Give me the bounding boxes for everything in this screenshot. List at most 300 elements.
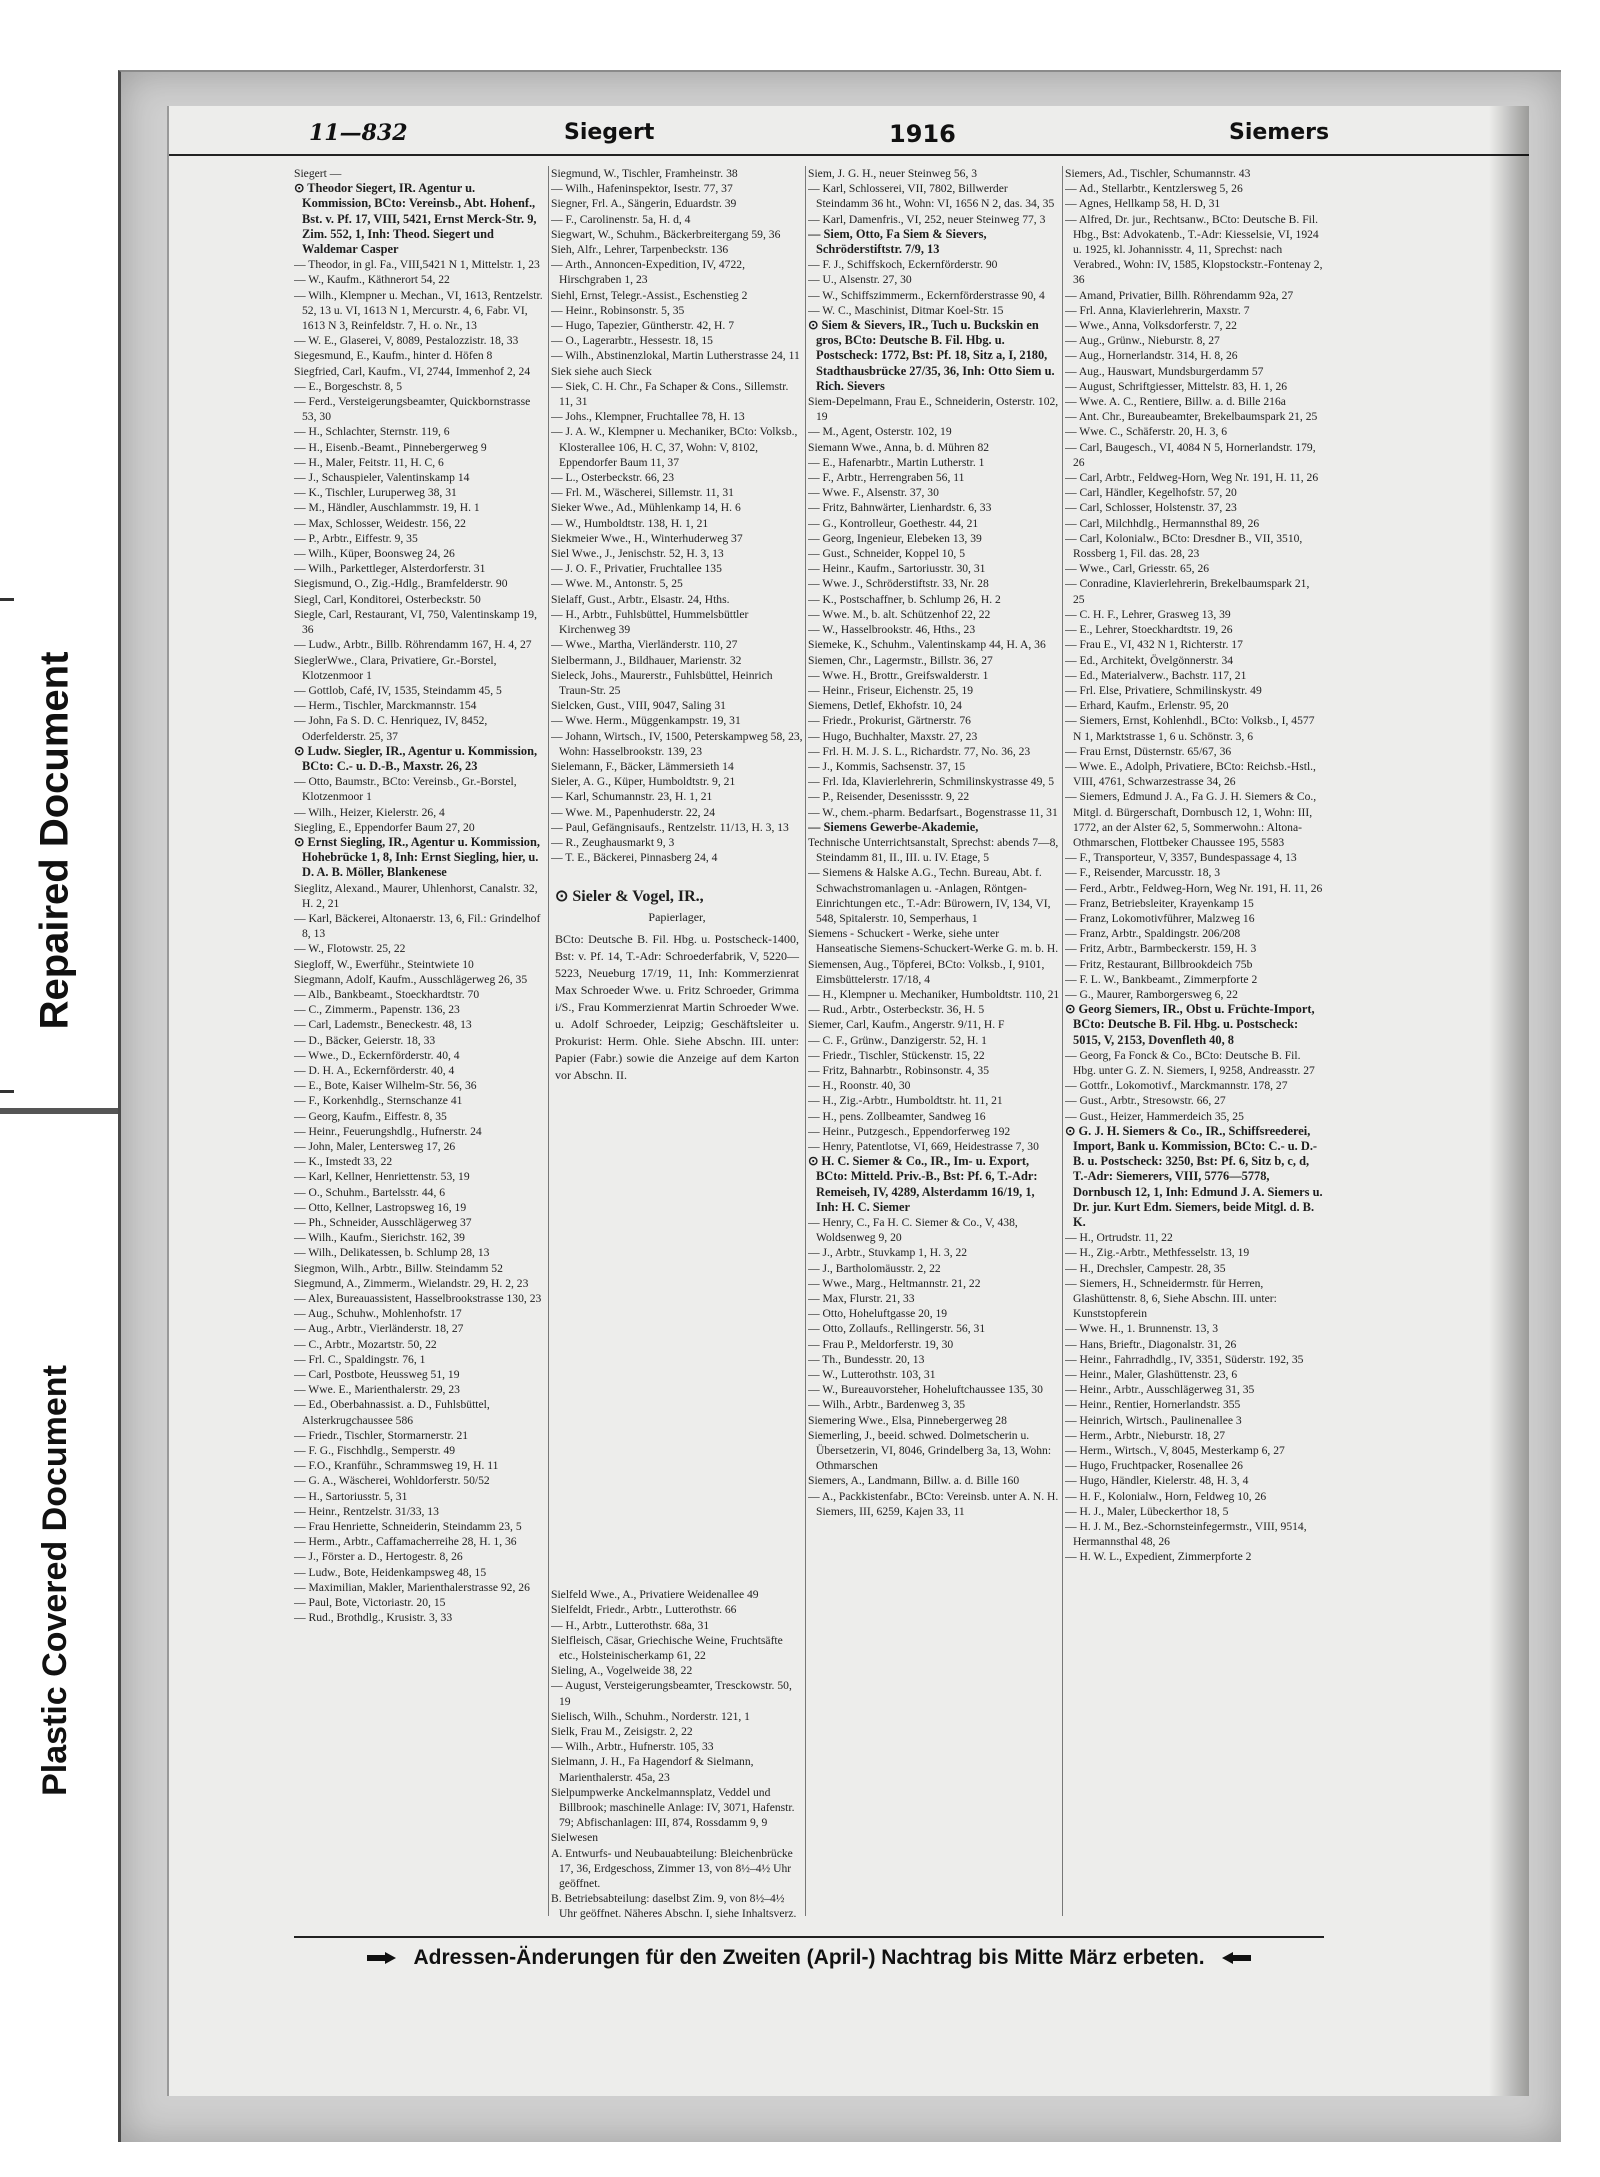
directory-entry: — Wilh., Heizer, Kielerstr. 26, 4	[294, 805, 445, 819]
directory-entry: — Carl, Milchhdlg., Hermannsthal 89, 26	[1065, 516, 1260, 530]
directory-entry: Siemers, Ad., Tischler, Schumannstr. 43	[1065, 167, 1251, 180]
directory-entry: — J. A. W., Klempner u. Mechaniker, BCto: Volksb., Klosterallee 106, H. C, 37, Wohn: V, 8102, Eppendorfer Baum 11, 37	[551, 425, 798, 469]
directory-entry: — J. O. F., Privatier, Fruchtallee 135	[551, 562, 722, 576]
directory-entry: — Agnes, Hellkamp 58, H. D, 31	[1065, 197, 1221, 211]
directory-entry: — Rud., Arbtr., Osterbeckstr. 36, H. 5	[808, 1003, 985, 1017]
directory-entry: — Fritz, Bahnwärter, Lienhardstr. 6, 33	[808, 501, 992, 515]
directory-entry: ⊙ H. C. Siemer & Co., IR., Im- u. Export, BCto: Mitteld. Priv.-B., Bst: Pf. 6, T.-Adr: Remeiseh, IV, 4289, Alsterdamm 16/19, 1, Inh: H. C. Siemer	[808, 1154, 1038, 1214]
directory-entry: — Franz, Lokomotivführer, Malzweg 16	[1065, 911, 1255, 925]
directory-entry: — G. A., Wäscherei, Wohldorferstr. 50/52	[294, 1474, 490, 1488]
directory-entry: — Wwe. J., Schröderstiftstr. 33, Nr. 28	[808, 577, 989, 591]
directory-entry: — Gottlob, Café, IV, 1535, Steindamm 45, 5	[294, 683, 502, 697]
directory-entry: — G., Maurer, Ramborgersweg 6, 22	[1065, 987, 1238, 1001]
directory-entry: — F., Korkenhdlg., Sternschanze 41	[294, 1094, 463, 1108]
directory-entry: — Siemens & Halske A.G., Techn. Bureau, Abt. f. Schwachstromanlagen u. -Anlagen, Röntgen-Einrichtungen etc., T.-Adr: Bürowern, IV, 134, VI, 548, Spitalerstr. 10, Semperhaus, 1	[808, 866, 1051, 925]
directory-entry: — P., Arbtr., Eiffestr. 9, 35	[294, 531, 418, 545]
directory-entry: — Th., Bundesstr. 20, 13	[808, 1352, 925, 1366]
directory-entry: — Wwe. M., Papenhuderstr. 22, 24	[551, 805, 716, 819]
directory-entry: — F., Reisender, Marcusstr. 18, 3	[1065, 866, 1221, 880]
directory-entry: — Frl. Else, Privatiere, Schmilinskystr. 49	[1065, 683, 1262, 697]
directory-entry: Sielbermann, J., Bildhauer, Marienstr. 32	[551, 653, 742, 667]
directory-entry: — E., Bote, Kaiser Wilhelm-Str. 56, 36	[294, 1079, 477, 1093]
directory-entry: — Hugo, Buchhalter, Maxstr. 27, 23	[808, 729, 978, 743]
directory-entry: — W., Flotowstr. 25, 22	[294, 942, 406, 956]
directory-entry: — Carl, Händler, Kegelhofstr. 57, 20	[1065, 486, 1237, 500]
directory-entry: Sielisch, Wilh., Schuhm., Norderstr. 121, 1	[551, 1709, 750, 1723]
directory-entry: — H., Ortrudstr. 11, 22	[1065, 1231, 1173, 1245]
directory-entry: Siek siehe auch Sieck	[551, 364, 652, 378]
directory-entry: — Aug., Grünw., Nieburstr. 8, 27	[1065, 334, 1220, 348]
directory-entry: — F. J., Schiffskoch, Eckernförderstr. 90	[808, 258, 998, 272]
directory-entry: — Wilh., Klempner u. Mechan., VI, 1613, Rentzelstr. 52, 13 u. VI, 1613 N 1, Mercurstr. 4, 6, Fabr. VI, 1613 N 3, Reinfeldstr. 7, H. o. Nr., 13	[294, 288, 543, 333]
directory-entry: Sielpumpwerke Anckelmannsplatz, Veddel und Billbrook; maschinelle Anlage: IV, 3071, Hafenstr. 79; Abfischanlagen: III, 874, Rossdamm 9, 9	[551, 1785, 795, 1830]
directory-entry: Siel Wwe., J., Jenischstr. 52, H. 3, 13	[551, 547, 724, 561]
directory-entry: — C. F., Grünw., Danzigerstr. 52, H. 1	[808, 1033, 987, 1047]
directory-entry: — Otto, Hoheluftgasse 20, 19	[808, 1307, 948, 1321]
repaired-document-text: Repaired Document	[32, 651, 77, 1029]
directory-entry: — W., Bureauvorsteher, Hoheluftchaussee 135, 30	[808, 1383, 1043, 1397]
column-divider	[805, 166, 806, 1916]
directory-entry: Siegmann, Adolf, Kaufm., Ausschlägerweg 26, 35	[294, 972, 528, 986]
directory-entry: — Frau P., Meldorferstr. 19, 30	[808, 1337, 954, 1351]
directory-entry: — C., Zimmerm., Papenstr. 136, 23	[294, 1003, 460, 1017]
directory-entry: — Wilh., Küper, Boonsweg 24, 26	[294, 547, 455, 561]
directory-entry: — Ludw., Arbtr., Billb. Röhrendamm 167, H. 4, 27	[294, 638, 532, 652]
directory-entry: — Friedr., Tischler, Stückenstr. 15, 22	[808, 1048, 985, 1062]
directory-entry: — Wilh., Abstinenzlokal, Martin Lutherstrasse 24, 11	[551, 349, 800, 363]
directory-entry: — Wwe., Carl, Griesstr. 65, 26	[1065, 562, 1210, 576]
directory-entry: — J., Arbtr., Stuvkamp 1, H. 3, 22	[808, 1246, 968, 1260]
directory-entry: ⊙ Ernst Siegling, IR., Agentur u. Kommission, Hohebrücke 1, 8, Inh: Ernst Siegling, hier, u. D. A. B. Möller, Blankenese	[294, 834, 540, 880]
directory-entry: — K., Postschaffner, b. Schlump 26, H. 2	[808, 592, 1001, 606]
directory-entry: — Heinr., Friseur, Eichenstr. 25, 19	[808, 683, 974, 697]
repaired-document-label	[0, 560, 110, 1120]
directory-entry: — W., Kaufm., Käthnerort 54, 22	[294, 273, 450, 287]
directory-entry: Siegner, Frl. A., Sängerin, Eduardstr. 39	[551, 197, 737, 211]
scanned-sheet	[118, 70, 1561, 2142]
directory-entry: — F. G., Fischhdlg., Semperstr. 49	[294, 1444, 456, 1458]
directory-column-3	[808, 166, 1060, 1921]
directory-entry: — F., Arbtr., Herrengraben 56, 11	[808, 471, 965, 485]
plastic-covered-document-label	[0, 1130, 110, 2030]
directory-entry: Siegling, E., Eppendorfer Baum 27, 20	[294, 820, 475, 834]
directory-entry: Siehl, Ernst, Telegr.-Assist., Eschenstieg 2	[551, 288, 748, 302]
directory-entry: Siemensen, Aug., Töpferei, BCto: Volksb., I, 9101, Eimsbüttelerstr. 17/18, 4	[808, 957, 1045, 986]
directory-entry: — Frl. Anna, Klavierlehrerin, Maxstr. 7	[1065, 303, 1250, 317]
directory-entry: Sielaff, Gust., Arbtr., Elsastr. 24, Hths.	[551, 592, 730, 606]
directory-entry: — A., Packkistenfabr., BCto: Vereinsb. unter A. N. H. Siemers, III, 6259, Kajen 33, 11	[808, 1489, 1059, 1518]
directory-entry: Sieglitz, Alexand., Maurer, Uhlenhorst, Canalstr. 32, H. 2, 21	[294, 881, 538, 910]
blank-line	[551, 1498, 803, 1516]
directory-entry: — Wilh., Arbtr., Bardenweg 3, 35	[808, 1398, 966, 1412]
directory-entry: — Georg, Ingenieur, Elebeken 13, 39	[808, 531, 982, 545]
directory-entry: Sieler, A. G., Küper, Humboldtstr. 9, 21	[551, 775, 736, 789]
directory-entry: — H. F., Kolonialw., Horn, Feldweg 10, 26	[1065, 1489, 1267, 1503]
directory-entry: — Henry, Patentlotse, VI, 669, Heidestrasse 7, 30	[808, 1140, 1039, 1153]
directory-entry: — F. L. W., Bankbeamt., Zimmerpforte 2	[1065, 972, 1258, 986]
directory-entry: — Herm., Arbtr., Nieburstr. 18, 27	[1065, 1428, 1226, 1442]
directory-entry: — Herm., Wirtsch., V, 8045, Mesterkamp 6, 27	[1065, 1444, 1285, 1458]
edge-tick	[0, 1090, 14, 1093]
directory-entry: — Fritz, Bahnarbtr., Robinsonstr. 4, 35	[808, 1063, 989, 1077]
directory-entry: Sielk, Frau M., Zeisigstr. 2, 22	[551, 1725, 693, 1739]
plastic-covered-document-text: Plastic Covered Document	[35, 1364, 74, 1796]
directory-entry: — Wwe. Herm., Müggenkampstr. 19, 31	[551, 714, 741, 728]
directory-entry: — Otto, Zollaufs., Rellingerstr. 56, 31	[808, 1322, 986, 1336]
directory-entry: — Frau Henriette, Schneiderin, Steindamm 23, 5	[294, 1520, 522, 1534]
directory-entry: — Heinr., Kaufm., Sartoriusstr. 30, 31	[808, 562, 986, 576]
directory-entry: — Hugo, Fruchtpacker, Rosenallee 26	[1065, 1459, 1243, 1473]
directory-entry: — Wwe., Anna, Volksdorferstr. 7, 22	[1065, 319, 1237, 333]
directory-entry: — Wwe. A. C., Rentiere, Billw. a. d. Bille 216a	[1065, 395, 1286, 409]
directory-entry: — Wilh., Delikatessen, b. Schlump 28, 13	[294, 1246, 490, 1260]
directory-entry: — Karl, Damenfris., VI, 252, neuer Steinweg 77, 3	[808, 212, 1046, 226]
directory-entry: Siem-Depelmann, Frau E., Schneiderin, Osterstr. 102, 19	[808, 395, 1059, 424]
directory-entry: — Paul, Bote, Victoriastr. 20, 15	[294, 1596, 446, 1610]
directory-entry: Siegloff, W., Ewerführ., Steintwiete 10	[294, 957, 474, 971]
directory-entry: — F., Transporteur, V, 3357, Bundespassage 4, 13	[1065, 851, 1297, 865]
pointing-hand-icon	[1219, 1950, 1253, 1966]
directory-entry: — Alb., Bankbeamt., Stoeckhardtstr. 70	[294, 987, 480, 1001]
directory-entry: — Wwe. F., Alsenstr. 37, 30	[808, 486, 939, 500]
directory-entry: — Max, Flurstr. 21, 33	[808, 1292, 915, 1306]
directory-entry: — J., Bartholomäusstr. 2, 22	[808, 1261, 941, 1275]
directory-entry: — Wilh., Parkettleger, Alsterdorferstr. 31	[294, 562, 486, 576]
directory-entry: — W., Schiffszimmerm., Eckernförderstrasse 90, 4	[808, 288, 1045, 302]
directory-column-4	[1065, 166, 1323, 1921]
directory-entry: Sielwesen	[551, 1831, 599, 1845]
directory-entry: — Frau E., VI, 432 N 1, Richterstr. 17	[1065, 638, 1243, 652]
directory-entry: — Siek, C. H. Chr., Fa Schaper & Cons., Sillemstr. 11, 31	[551, 379, 789, 409]
directory-entry: — Otto, Kellner, Lastropsweg 16, 19	[294, 1200, 467, 1214]
directory-entry: Sieling, A., Vogelweide 38, 22	[551, 1664, 693, 1678]
directory-entry: — Henry, C., Fa H. C. Siemer & Co., V, 438, Woldsenweg 9, 20	[808, 1216, 1018, 1245]
directory-entry: — F., Carolinenstr. 5a, H. d, 4	[551, 212, 691, 226]
directory-entry: — E., Borgeschstr. 8, 5	[294, 379, 402, 393]
directory-entry: — Karl, Schumannstr. 23, H. 1, 21	[551, 790, 713, 804]
directory-entry: Siemens, Detlef, Ekhofstr. 10, 24	[808, 699, 962, 713]
directory-entry: — Hugo, Tapezier, Güntherstr. 42, H. 7	[551, 319, 735, 333]
directory-entry: — Friedr., Tischler, Stormarnerstr. 21	[294, 1428, 469, 1442]
directory-entry: — Georg, Fa Fonck & Co., BCto: Deutsche B. Fil. Hbg. unter G. Z. N. Siemers, I, 9258, Andreasstr. 27	[1065, 1048, 1315, 1077]
directory-entry: — Wwe. H., 1. Brunnenstr. 13, 3	[1065, 1322, 1219, 1336]
directory-entry: — Heinr., Rentzelstr. 31/33, 13	[294, 1504, 439, 1518]
page-curl-shadow	[1489, 106, 1529, 2096]
directory-entry: — W. E., Glaserei, V, 8089, Pestalozzistr. 18, 33	[294, 334, 519, 348]
directory-entry: — U., Alsenstr. 27, 30	[808, 273, 912, 287]
directory-entry: — Aug., Hornerlandstr. 314, H. 8, 26	[1065, 349, 1238, 363]
directory-entry: — Johs., Klempner, Fruchtallee 78, H. 13	[551, 410, 745, 424]
margin-divider	[0, 1108, 122, 1114]
directory-entry: — Ferd., Arbtr., Feldweg-Horn, Weg Nr. 191, H. 11, 26	[1065, 881, 1323, 895]
advertisement-title: ⊙ Sieler & Vogel, IR.,	[555, 888, 704, 905]
directory-entry: — Gust., Schneider, Koppel 10, 5	[808, 547, 965, 561]
directory-entry: Siekmeier Wwe., H., Winterhuderweg 37	[551, 531, 743, 545]
directory-entry: — H., pens. Zollbeamter, Sandweg 16	[808, 1109, 986, 1123]
directory-entry: Sielfeldt, Friedr., Arbtr., Lutterothstr. 66	[551, 1603, 737, 1617]
directory-page	[167, 106, 1529, 2096]
edge-tick	[0, 598, 14, 601]
directory-entry: — H., Sartoriusstr. 5, 31	[294, 1489, 408, 1503]
directory-entry: ⊙ Siem & Sievers, IR., Tuch u. Buckskin en gros, BCto: Deutsche B. Fil. Hbg. u. Postscheck: 1772, Bst: Pf. 18, Sitz a, I, 2180, Stadthausbrücke 27/35, 36, Inh: Otto Siem u. Rich. Sievers	[808, 318, 1055, 393]
directory-entry: — Frl. M., Wäscherei, Sillemstr. 11, 31	[551, 486, 734, 500]
directory-entry: — H. J. M., Bez.-Schornsteinfegermstr., VIII, 9514, Hermannsthal 48, 26	[1065, 1520, 1307, 1549]
directory-entry: ⊙ Georg Siemers, IR., Obst u. Früchte-Import, BCto: Deutsche B. Fil. Hbg. u. Postscheck: 5015, V, 2153, Dovenfleth 40, 8	[1065, 1002, 1315, 1047]
directory-entry: — Heinr., Putzgesch., Eppendorferweg 192	[808, 1124, 1011, 1138]
directory-entry: B. Betriebsabteilung: daselbst Zim. 9, von 8½–4½ Uhr geöffnet. Näheres Abschn. I, siehe Inhaltsverz.	[551, 1892, 797, 1921]
directory-entry: — W., Humboldtstr. 138, H. 1, 21	[551, 516, 709, 530]
directory-entry: — H., Maler, Feitstr. 11, H. C, 6	[294, 455, 444, 469]
directory-entry: — Aug., Schuhw., Mohlenhofstr. 17	[294, 1307, 462, 1321]
directory-entry: — August, Versteigerungsbeamter, Tresckowstr. 50, 19	[551, 1679, 792, 1708]
directory-entry: — H., Zig.-Arbtr., Methfesselstr. 13, 19	[1065, 1246, 1250, 1260]
advertisement-body: BCto: Deutsche B. Fil. Hbg. u. Postscheck-1400, Bst: v. Pf. 14, T.-Adr: Schroederfabrik, V, 5220—5223, Neueburg 17/19, 11, Inh: Kommerzienrat Max Schroeder Wwe. u. Fritz Schroeder, Grimma i/S., Frau Kommerzienrat Martin Schroeder Wwe. u. Adolf Schroeder, Leipzig; Geschäftsleiter u. Prokurist: Herm. Ohle. Siehe Abschn. III. unter: Papier (Fabr.) sowie die Anzeige auf dem Karton vor Abschn. II.	[555, 932, 799, 1082]
directory-entry: — H., Zig.-Arbtr., Humboldtstr. ht. 11, 21	[808, 1094, 1003, 1108]
directory-entry: — C., Arbtr., Mozartstr. 50, 22	[294, 1337, 437, 1351]
directory-entry: Sielemann, F., Bäcker, Lämmersieth 14	[551, 759, 734, 773]
blank-line	[551, 1350, 803, 1368]
directory-entry: — Frl. C., Spaldingstr. 76, 1	[294, 1352, 426, 1366]
directory-entry: — Heinr., Robinsonstr. 5, 35	[551, 303, 685, 317]
directory-entry: — Rud., Brothdlg., Krusistr. 3, 33	[294, 1611, 453, 1625]
directory-entry: — Herm., Arbtr., Caffamacherreihe 28, H. 1, 36	[294, 1535, 517, 1549]
directory-entry: — Otto, Baumstr., BCto: Vereinsb., Gr.-Borstel, Klotzenmoor 1	[294, 775, 517, 804]
directory-entry: — Karl, Kellner, Henriettenstr. 53, 19	[294, 1170, 470, 1184]
directory-entry: — J., Kommis, Sachsenstr. 37, 15	[808, 759, 966, 773]
directory-entry: — J., Förster a. D., Hertogestr. 8, 26	[294, 1550, 463, 1564]
directory-entry: — W., Hasselbrookstr. 46, Hths., 23	[808, 623, 976, 637]
directory-entry: Siegfried, Carl, Kaufm., VI, 2744, Immenhof 2, 24	[294, 364, 531, 378]
directory-entry: — Max, Schlosser, Weidestr. 156, 22	[294, 516, 466, 530]
directory-entry: — H., Eisenb.-Beamt., Pinnebergerweg 9	[294, 440, 487, 454]
directory-entry: — Siemers, Edmund J. A., Fa G. J. H. Siemers & Co., Mitgl. d. Bürgerschaft, Dornbusch 12, 1, Wohn: III, 1772, an der Alster 62, 5, Sommerwohn.: Altona-Othmarschen, Flottbeker Chaussee 195, 5583	[1065, 790, 1317, 849]
directory-entry: — Karl, Bäckerei, Altonaerstr. 13, 6, Fil.: Grindelhof 8, 13	[294, 911, 541, 941]
directory-entry: Sieh, Alfr., Lehrer, Tarpenbeckstr. 136	[551, 243, 729, 257]
directory-entry: — C. H. F., Lehrer, Grasweg 13, 39	[1065, 607, 1231, 621]
directory-entry: — Siemers, Ernst, Kohlenhdl., BCto: Volksb., I, 4577 N 1, Marktstrasse 1, 6 u. Schönstr. 3, 6	[1065, 714, 1315, 743]
directory-entry: — T. E., Bäckerei, Pinnasberg 24, 4	[551, 851, 718, 865]
directory-entry: — Carl, Schlosser, Holstenstr. 37, 23	[1065, 501, 1237, 515]
directory-entry: — Wilh., Arbtr., Hufnerstr. 105, 33	[551, 1740, 714, 1754]
directory-entry: — Heinr., Arbtr., Ausschlägerweg 31, 35	[1065, 1383, 1255, 1397]
blank-line	[551, 1469, 803, 1487]
blank-line	[551, 1439, 803, 1457]
directory-entry: — August, Schriftgiesser, Mittelstr. 83, H. 1, 26	[1065, 379, 1288, 393]
directory-entry: — Ant. Chr., Bureaubeamter, Brekelbaumspark 21, 25	[1065, 410, 1318, 424]
directory-entry: — Gust., Heizer, Hammerdeich 35, 25	[1065, 1109, 1244, 1123]
directory-entry: A. Entwurfs- und Neubauabteilung: Bleichenbrücke 17, 36, Erdgeschoss, Zimmer 13, von 8½–4½ Uhr geöffnet.	[551, 1846, 793, 1891]
directory-entry: Siemer, Carl, Kaufm., Angerstr. 9/11, H. F	[808, 1018, 1005, 1032]
directory-entry: — G., Kontrolleur, Goethestr. 44, 21	[808, 516, 979, 530]
directory-entry: — Wwe. E., Marienthalerstr. 29, 23	[294, 1383, 460, 1397]
directory-entry: — Heinrich, Wirtsch., Paulinenallee 3	[1065, 1413, 1242, 1427]
directory-entry: — Gust., Arbtr., Stresowstr. 66, 27	[1065, 1094, 1226, 1108]
directory-entry: — Heinr., Maler, Glashüttenstr. 23, 6	[1065, 1368, 1238, 1382]
directory-entry: — Hans, Brieftr., Diagonalstr. 31, 26	[1065, 1337, 1237, 1351]
directory-entry: — Ed., Oberbahnassist. a. D., Fuhlsbüttel, Alsterkrugchaussee 586	[294, 1398, 490, 1427]
directory-entry: — Siem, Otto, Fa Siem & Sievers, Schröderstiftstr. 7/9, 13	[808, 226, 987, 257]
directory-entry: Siegmon, Wilh., Arbtr., Billw. Steindamm 52	[294, 1261, 503, 1275]
directory-entry: Sieleck, Johs., Maurerstr., Fuhlsbüttel, Heinrich Traun-Str. 25	[551, 668, 773, 697]
directory-entry: — O., Schuhm., Bartelsstr. 44, 6	[294, 1185, 446, 1199]
directory-entry: — Wwe. E., Adolph, Privatiere, BCto: Reichsb.-Hstl., VIII, 4761, Schwarzestrasse 34, 26	[1065, 759, 1316, 789]
directory-entry: — Paul, Gefängnisaufs., Rentzelstr. 11/13, H. 3, 13	[551, 820, 789, 834]
directory-entry: — W. C., Maschinist, Ditmar Koel-Str. 15	[808, 303, 1004, 317]
directory-entry: — Herm., Tischler, Marckmannstr. 154	[294, 699, 477, 713]
advertisement-sieler-vogel	[551, 886, 803, 1346]
directory-entry: — M., Händler, Auschlammstr. 19, H. 1	[294, 501, 480, 515]
directory-entry: — Amand, Privatier, Billh. Röhrendamm 92a, 27	[1065, 288, 1294, 302]
directory-entry: — Frl. H. M. J. S. L., Richardstr. 77, No. 36, 23	[808, 744, 1031, 758]
footer-notice: Adressen-Änderungen für den Zweiten (April-) Nachtrag bis Mitte März erbeten.	[413, 1946, 1205, 1969]
directory-entry: Siemerling, J., beeid. schwed. Dolmetscherin u. Übersetzerin, VI, 8046, Grindelberg 3a, 13, Wohn: Othmarschen	[808, 1428, 1052, 1473]
directory-entry: — Johann, Wirtsch., IV, 1500, Peterskampweg 58, 23, Wohn: Hasselbrookstr. 139, 23	[551, 729, 803, 758]
blank-line	[551, 1410, 803, 1428]
directory-entry: — Wilh., Kaufm., Sierichstr. 162, 39	[294, 1231, 465, 1245]
directory-entry: — Wwe., Martha, Vierländerstr. 110, 27	[551, 638, 738, 652]
directory-entry: Sielcken, Gust., VIII, 9047, Saling 31	[551, 699, 726, 713]
page-number: 11—832	[309, 120, 408, 146]
directory-entry: — Karl, Schlosserei, VII, 7802, Billwerder Steindamm 36 ht., Wohn: VI, 1656 N 2, das. 34, 35	[808, 182, 1055, 211]
directory-entry: — Hugo, Händler, Kielerstr. 48, H. 3, 4	[1065, 1474, 1249, 1488]
directory-entry: — H. J., Maler, Lübeckerthor 18, 5	[1065, 1504, 1229, 1518]
pointing-hand-icon	[365, 1950, 399, 1966]
directory-entry: — H., Klempner u. Mechaniker, Humboldtstr. 110, 21	[808, 987, 1060, 1001]
directory-entry: — Aug., Arbtr., Vierländerstr. 18, 27	[294, 1322, 464, 1336]
directory-entry: Sieker Wwe., Ad., Mühlenkamp 14, H. 6	[551, 501, 741, 515]
directory-entry: Siegmund, A., Zimmerm., Wielandstr. 29, H. 2, 23	[294, 1276, 529, 1290]
directory-entry: — Heinr., Feuerungshdlg., Hufnerstr. 24	[294, 1124, 482, 1138]
directory-entry: — Ludw., Bote, Heidenkampsweg 48, 15	[294, 1565, 487, 1579]
directory-entry: — Arth., Annoncen-Expedition, IV, 4722, Hirschgraben 1, 23	[551, 258, 745, 287]
directory-entry: — K., Tischler, Luruperweg 38, 31	[294, 486, 457, 500]
directory-entry: — W., Lutterothstr. 103, 31	[808, 1368, 936, 1382]
directory-entry: Siemering Wwe., Elsa, Pinnebergerweg 28	[808, 1413, 1007, 1427]
directory-entry: — Carl, Postbote, Heussweg 51, 19	[294, 1368, 460, 1382]
directory-entry: — Ed., Materialverw., Bachstr. 117, 21	[1065, 668, 1247, 682]
directory-entry: — Carl, Kolonialw., BCto: Dresdner B., VII, 3510, Rossberg 1, Fil. das. 28, 23	[1065, 531, 1303, 561]
directory-entry: — Franz, Arbtr., Spaldingstr. 206/208	[1065, 927, 1241, 941]
directory-entry: ⊙ G. J. H. Siemers & Co., IR., Schiffsreederei, Import, Bank u. Kommission, BCto: C.- u. D.-B. u. Postscheck: 3250, Bst: Pf. 6, Sitz b, c, d, T.-Adr: Siemerers, VIII, 5776—5778, Dornbusch 12, 1, Inh: Edmund J. A. Siemers u. Dr. jur. Kurt Edm. Siemers, beide Mitgl. d. B. K.	[1065, 1123, 1323, 1230]
directory-entry: Sielmann, J. H., Fa Hagendorf & Sielmann, Marienthalerstr. 45a, 23	[551, 1755, 754, 1784]
directory-entry: — H., Arbtr., Lutterothstr. 68a, 31	[551, 1618, 710, 1632]
directory-entry: — Alfred, Dr. jur., Rechtsanw., BCto: Deutsche B. Fil. Hbg., Bst: Advokatenb., T.-Adr: Kiesselsie, VI, 1924 u. 1925, kl. Johannisstr. 4, 11, Sprechst: nach Verabred., Wohn: IV, 1585, Klopstockstr.-Fontenay 2, 36	[1065, 212, 1323, 287]
directory-entry: — Frl. Ida, Klavierlehrerin, Schmilinskystrasse 49, 5	[808, 775, 1054, 789]
column-divider	[548, 166, 549, 1916]
directory-entry: — Maximilian, Makler, Marienthalerstrasse 92, 26	[294, 1580, 530, 1594]
directory-entry: — Aug., Hauswart, Mundsburgerdamm 57	[1065, 364, 1264, 378]
directory-entry: — M., Agent, Osterstr. 102, 19	[808, 425, 952, 439]
directory-entry: — F.O., Kranführ., Schrammsweg 19, H. 11	[294, 1459, 499, 1473]
directory-entry: — Wwe., Marg., Heltmannstr. 21, 22	[808, 1276, 981, 1290]
directory-entry: — John, Fa S. D. C. Henriquez, IV, 8452, Oderfelderstr. 25, 37	[294, 714, 488, 743]
directory-entry: — H. W. L., Expedient, Zimmerpforte 2	[1065, 1550, 1252, 1564]
page-footer	[294, 1936, 1324, 1978]
directory-entry: Siegert —	[294, 167, 342, 180]
directory-entry: — L., Osterbeckstr. 66, 23	[551, 471, 675, 485]
page-header	[169, 114, 1529, 156]
directory-entry: — E., Lehrer, Stoeckhardtstr. 19, 26	[1065, 623, 1233, 637]
directory-entry: Siemeke, K., Schuhm., Valentinskamp 44, H. A, 36	[808, 638, 1046, 652]
directory-entry: — Georg, Kaufm., Eiffestr. 8, 35	[294, 1109, 447, 1123]
blank-line	[551, 1558, 803, 1576]
directory-entry: — J., Schauspieler, Valentinskamp 14	[294, 471, 470, 485]
directory-entry: — Ferd., Versteigerungsbeamter, Quickbornstrasse 53, 30	[294, 395, 531, 424]
advertisement-subtitle: Papierlager,	[648, 910, 706, 924]
directory-entry: — Carl, Lademstr., Beneckestr. 48, 13	[294, 1018, 472, 1032]
directory-entry: — H., Schlachter, Sternstr. 119, 6	[294, 425, 450, 439]
directory-entry: — K., Imstedt 33, 22	[294, 1155, 393, 1169]
directory-entry: Siegesmund, E., Kaufm., hinter d. Höfen 8	[294, 349, 493, 363]
directory-entry: — Wwe. M., b. alt. Schützenhof 22, 22	[808, 607, 991, 621]
directory-entry: — E., Hafenarbtr., Martin Lutherstr. 1	[808, 455, 985, 469]
directory-entry: ⊙ Theodor Siegert, IR. Agentur u. Kommission, BCto: Vereinsb., Abt. Hohenf., Bst. v. Pf. 17, VIII, 5421, Ernst Merck-Str. 9, Zim. 552, 1, Inh: Theod. Siegert und Waldemar Casper	[294, 181, 537, 257]
directory-entry: — Ad., Stellarbtr., Kentzlersweg 5, 26	[1065, 182, 1243, 196]
directory-entry: Siegwart, W., Schuhm., Bäckerbreitergang 59, 36	[551, 227, 781, 241]
directory-entry: — Wwe. H., Brottr., Greifswalderstr. 1	[808, 668, 989, 682]
directory-entry: — Carl, Arbtr., Feldweg-Horn, Weg Nr. 191, H. 11, 26	[1065, 471, 1319, 485]
directory-entry: Siem, J. G. H., neuer Steinweg 56, 3	[808, 167, 978, 180]
column-divider	[1062, 166, 1063, 1916]
blank-line	[551, 1380, 803, 1398]
directory-entry: — Friedr., Prokurist, Gärtnerstr. 76	[808, 714, 971, 728]
directory-entry: — Fritz, Restaurant, Billbrookdeich 75b	[1065, 957, 1253, 971]
directory-entry: Sielfleisch, Cäsar, Griechische Weine, Fruchtsäfte etc., Holsteinischerkamp 61, 22	[551, 1633, 783, 1662]
directory-entry: — Theodor, in gl. Fa., VIII,5421 N 1, Mittelstr. 1, 23	[294, 258, 540, 272]
directory-entry: Technische Unterrichtsanstalt, Sprechst: abends 7—8, Steindamm 81, II., III. u. IV. Etage, 5	[808, 835, 1059, 865]
directory-entry: Siegl, Carl, Konditorei, Osterbeckstr. 50	[294, 592, 481, 606]
directory-entry: — Conradine, Klavierlehrerin, Brekelbaumspark 21, 25	[1065, 577, 1310, 606]
directory-entry: ⊙ Ludw. Siegler, IR., Agentur u. Kommission, BCto: C.- u. D.-B., Maxstr. 26, 23	[294, 743, 538, 773]
directory-entry: — Ed., Architekt, Övelgönnerstr. 34	[1065, 653, 1234, 667]
directory-entry: — H., Drechsler, Campestr. 28, 35	[1065, 1261, 1226, 1275]
directory-column-1	[294, 166, 546, 1921]
directory-entry: — Wwe. C., Schäferstr. 20, H. 3, 6	[1065, 425, 1228, 439]
directory-entry: Siemen, Chr., Lagermstr., Billstr. 36, 27	[808, 653, 993, 667]
directory-entry: — Erhard, Kaufm., Erlenstr. 95, 20	[1065, 699, 1229, 713]
directory-entry: Siemers, A., Landmann, Billw. a. d. Bille 160	[808, 1474, 1020, 1488]
header-first-entry: Siegert	[564, 120, 655, 145]
directory-entry: — Alex, Bureauassistent, Hasselbrookstrasse 130, 23	[294, 1292, 542, 1306]
directory-entry: — Heinr., Rentier, Hornerlandstr. 355	[1065, 1398, 1241, 1412]
directory-entry: — Heinr., Fahrradhdlg., IV, 3351, Süderstr. 192, 35	[1065, 1352, 1304, 1366]
header-last-entry: Siemers	[1229, 120, 1330, 145]
directory-entry: Siemann Wwe., Anna, b. d. Mühren 82	[808, 440, 990, 454]
directory-entry: — W., chem.-pharm. Bedarfsart., Bogenstrasse 11, 31	[808, 805, 1058, 819]
directory-entry: — Wilh., Hafeninspektor, Isestr. 77, 37	[551, 182, 733, 196]
directory-entry: — R., Zeughausmarkt 9, 3	[551, 835, 675, 849]
directory-entry: — Wwe. M., Antonstr. 5, 25	[551, 577, 683, 591]
directory-entry: — Ph., Schneider, Ausschlägerweg 37	[294, 1216, 472, 1230]
directory-entry: — Wwe., D., Eckernförderstr. 40, 4	[294, 1048, 460, 1062]
header-year: 1916	[889, 120, 956, 148]
directory-entry: — Gottfr., Lokomotivf., Marckmannstr. 178, 27	[1065, 1079, 1288, 1093]
directory-entry: Siegle, Carl, Restaurant, VI, 750, Valentinskamp 19, 36	[294, 607, 538, 637]
directory-entry: — D., Bäcker, Geierstr. 18, 33	[294, 1033, 436, 1047]
directory-entry: — Franz, Betriebsleiter, Krayenkamp 15	[1065, 896, 1254, 910]
directory-entry: — Frau Ernst, Düsternstr. 65/67, 36	[1065, 744, 1232, 758]
directory-entry: — Carl, Baugesch., VI, 4084 N 5, Hornerlandstr. 179, 26	[1065, 440, 1316, 469]
directory-entry: Siemens - Schuckert - Werke, siehe unter Hanseatische Siemens-Schuckert-Werke G. m. b. H.	[808, 927, 1059, 956]
directory-entry: — H., Roonstr. 40, 30	[808, 1079, 911, 1093]
directory-entry: Siegmund, W., Tischler, Framheinstr. 38	[551, 167, 738, 180]
directory-entry: Sielfeld Wwe., A., Privatiere Weidenallee 49	[551, 1588, 759, 1602]
directory-entry: — P., Reisender, Desenissstr. 9, 22	[808, 790, 970, 804]
directory-entry: — Fritz, Arbtr., Barmbeckerstr. 159, H. 3	[1065, 942, 1257, 956]
directory-entry: — H., Arbtr., Fuhlsbüttel, Hummelsbüttler Kirchenweg 39	[551, 607, 749, 637]
directory-entry: — D. H. A., Eckernförderstr. 40, 4	[294, 1063, 455, 1077]
directory-entry: SieglerWwe., Clara, Privatiere, Gr.-Borstel, Klotzenmoor 1	[294, 653, 497, 682]
